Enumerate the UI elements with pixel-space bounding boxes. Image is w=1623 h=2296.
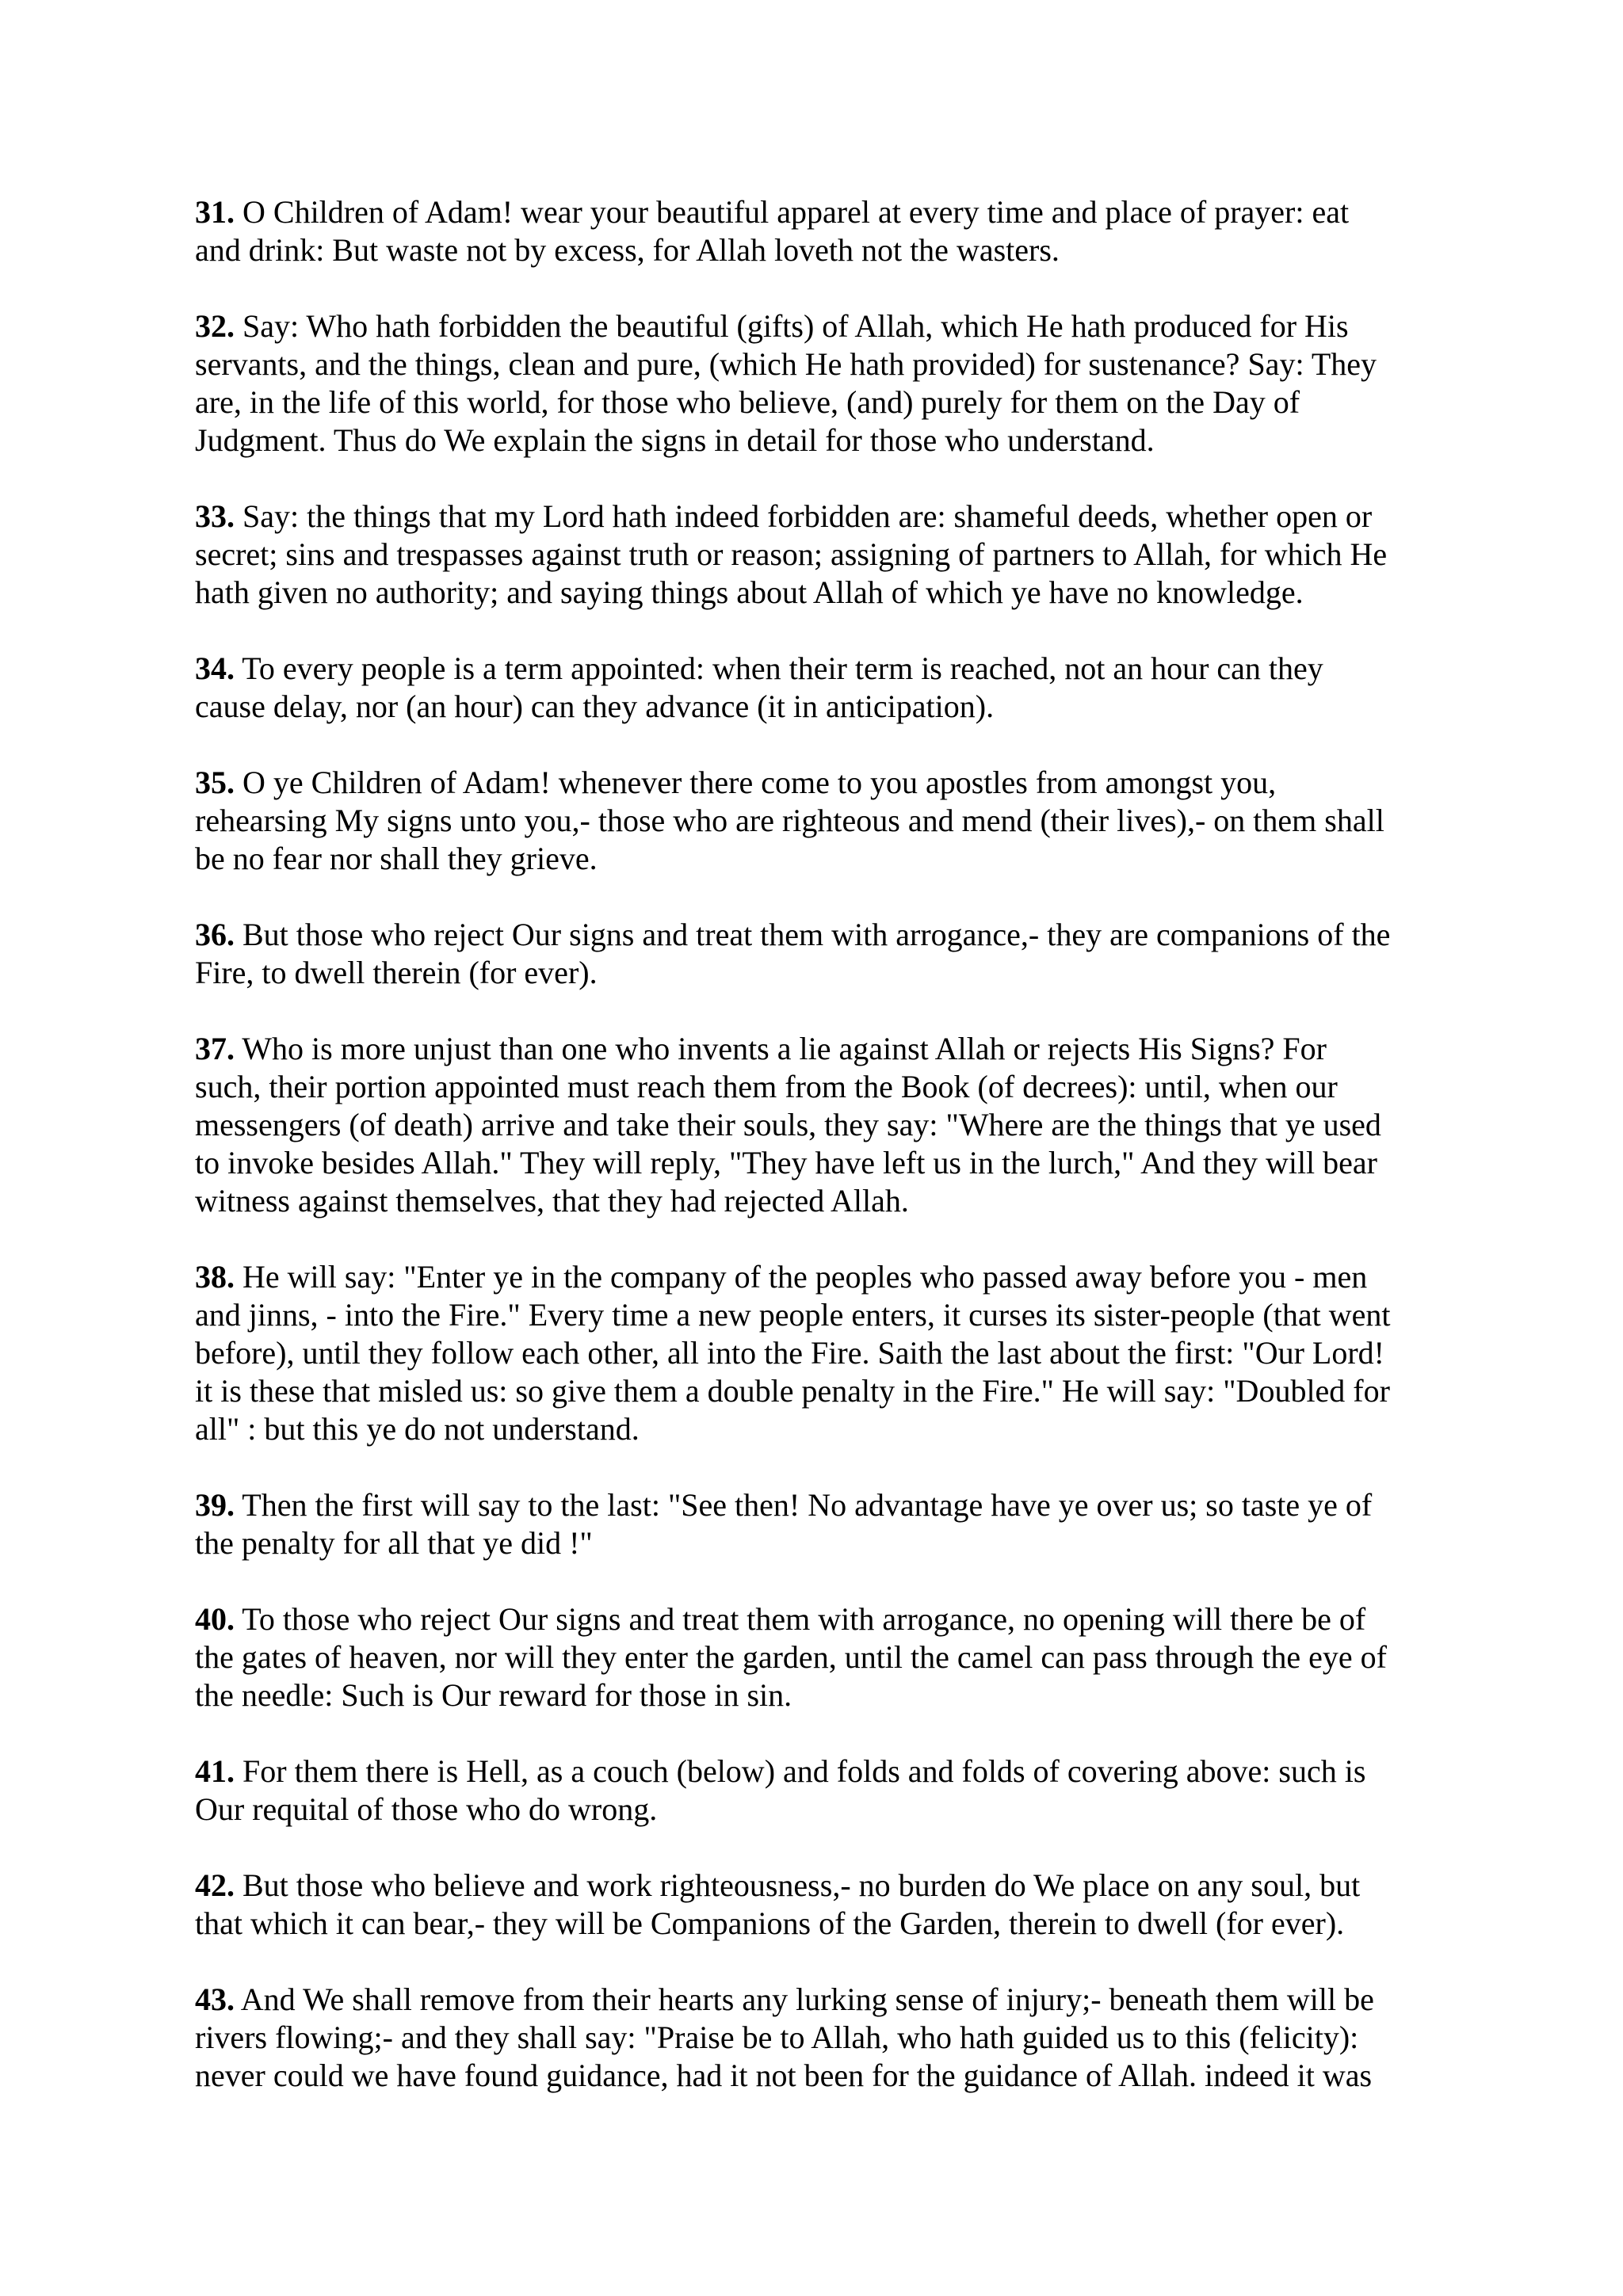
verse-text: Say: the things that my Lord hath indeed forbidden are: shameful deeds, whether open or secret; sins and trespasses against truth or reason; assigning of partners to Allah, for which He hath given no authority; and saying things about Allah of which ye have no knowledge. xyxy=(195,498,1388,610)
verse-number: 34. xyxy=(195,650,235,686)
verse-42 xyxy=(195,1867,1447,1943)
verse-36 xyxy=(195,916,1447,992)
verse-text: And We shall remove from their hearts any lurking sense of injury;- beneath them will be rivers flowing;- and they shall say: "Praise be to Allah, who hath guided us to this (felicity): never could we have found guidance, had it not been for the guidance of Allah. indeed it was xyxy=(195,1981,1374,2093)
verse-38 xyxy=(195,1258,1447,1448)
verse-text: To those who reject Our signs and treat them with arrogance, no opening will there be of the gates of heaven, nor will they enter the garden, until the camel can pass through the eye of the needle: Such is Our reward for those in sin. xyxy=(195,1601,1387,1713)
verse-41 xyxy=(195,1753,1447,1829)
verse-number: 35. xyxy=(195,765,235,800)
verse-text: He will say: "Enter ye in the company of the peoples who passed away before you - men and jinns, - into the Fire." Every time a new people enters, it curses its sister-people (that went before), until they follow each other, all into the Fire. Saith the last about the first: "Our Lord! it is these that misled us: so give them a double penalty in the Fire." He will say: "Doubled for all" : but this ye do not understand. xyxy=(195,1259,1391,1447)
verse-32 xyxy=(195,307,1447,460)
verse-number: 36. xyxy=(195,917,235,952)
verse-number: 39. xyxy=(195,1487,235,1523)
verse-number: 33. xyxy=(195,498,235,534)
verse-40 xyxy=(195,1600,1447,1714)
verse-text: But those who reject Our signs and treat them with arrogance,- they are companions of the Fire, to dwell therein (for ever). xyxy=(195,917,1391,990)
verse-text: O Children of Adam! wear your beautiful apparel at every time and place of prayer: eat and drink: But waste not by excess, for Allah loveth not the wasters. xyxy=(195,194,1350,268)
verse-43 xyxy=(195,1981,1447,2095)
document-page xyxy=(195,193,1447,2133)
verse-number: 42. xyxy=(195,1867,235,1903)
verse-text: Then the first will say to the last: "See then! No advantage have ye over us; so taste ye of the penalty for all that ye did !" xyxy=(195,1487,1373,1561)
verse-35 xyxy=(195,764,1447,878)
verse-39 xyxy=(195,1486,1447,1562)
verse-34 xyxy=(195,650,1447,726)
verse-text: But those who believe and work righteousness,- no burden do We place on any soul, but that which it can bear,- they will be Companions of the Garden, therein to dwell (for ever). xyxy=(195,1867,1361,1941)
verse-number: 31. xyxy=(195,194,235,230)
verse-31 xyxy=(195,193,1447,269)
verse-33 xyxy=(195,498,1447,612)
verse-37 xyxy=(195,1030,1447,1220)
verse-text: Say: Who hath forbidden the beautiful (gifts) of Allah, which He hath produced for His servants, and the things, clean and pure, (which He hath provided) for sustenance? Say: They are, in the life of this world, for those who believe, (and) purely for them on the Day of Judgment. Thus do We explain the signs in detail for those who understand. xyxy=(195,308,1377,458)
verse-number: 43. xyxy=(195,1981,235,2017)
verse-number: 37. xyxy=(195,1031,235,1066)
verse-number: 38. xyxy=(195,1259,235,1295)
verse-number: 41. xyxy=(195,1753,235,1789)
verse-text: Who is more unjust than one who invents a lie against Allah or rejects His Signs? For such, their portion appointed must reach them from the Book (of decrees): until, when our messengers (of death) arrive and take their souls, they say: "Where are the things that ye used to invoke besides Allah." They will reply, "They have left us in the lurch," And they will bear witness against themselves, that they had rejected Allah. xyxy=(195,1031,1381,1219)
verse-text: To every people is a term appointed: when their term is reached, not an hour can they cause delay, nor (an hour) can they advance (it in anticipation). xyxy=(195,650,1323,724)
verse-text: For them there is Hell, as a couch (below) and folds and folds of covering above: such is Our requital of those who do wrong. xyxy=(195,1753,1366,1827)
verse-number: 32. xyxy=(195,308,235,344)
verse-text: O ye Children of Adam! whenever there come to you apostles from amongst you, rehearsing My signs unto you,- those who are righteous and mend (their lives),- on them shall be no fear nor shall they grieve. xyxy=(195,765,1384,876)
verse-number: 40. xyxy=(195,1601,235,1637)
